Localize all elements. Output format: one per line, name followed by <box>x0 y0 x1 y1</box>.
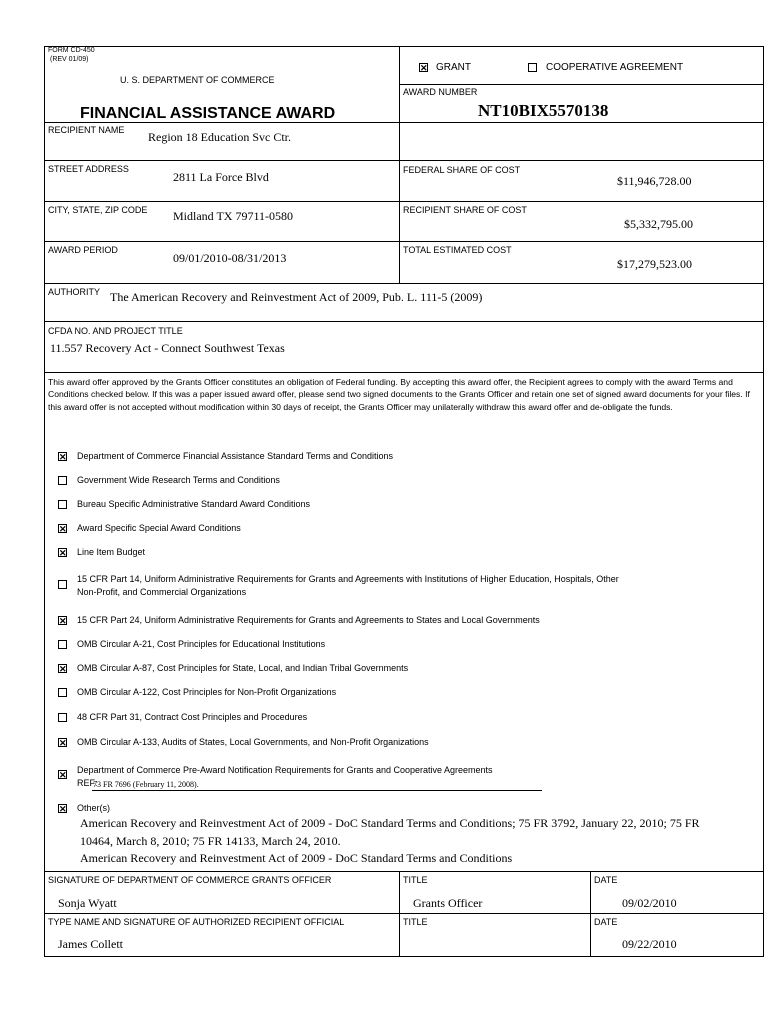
condition-checkbox-omb-a21[interactable] <box>58 640 67 649</box>
officer-date: 09/02/2010 <box>622 896 677 910</box>
condition-checkbox-special-award[interactable] <box>58 524 67 533</box>
others-line-1: American Recovery and Reinvestment Act of 2009 - DoC Standard Terms and Conditions; 75 FR 3792, January 22, 2010; 75 FR <box>80 816 700 830</box>
condition-checkbox-doc-standard-terms[interactable] <box>58 452 67 461</box>
condition-ref-value: 73 FR 7696 (February 11, 2008). <box>93 780 199 789</box>
recipient-name-label: RECIPIENT NAME <box>48 125 125 135</box>
condition-checkbox-others[interactable] <box>58 804 67 813</box>
condition-label: 15 CFR Part 24, Uniform Administrative Requirements for Grants and Agreements to States and Local Governments <box>77 615 540 625</box>
condition-label: OMB Circular A-122, Cost Principles for Non-Profit Organizations <box>77 687 337 697</box>
coop-agreement-checkbox[interactable] <box>528 63 537 72</box>
award-period: 09/01/2010-08/31/2013 <box>173 251 287 265</box>
recipient-share-label: RECIPIENT SHARE OF COST <box>403 205 527 215</box>
form-revision: (REV 01/09) <box>50 56 89 63</box>
recipient-date-label: DATE <box>594 917 618 927</box>
award-number-label: AWARD NUMBER <box>403 87 478 97</box>
recipient-title-label: TITLE <box>403 917 428 927</box>
ref-underline <box>92 790 542 791</box>
recipient-share: $5,332,795.00 <box>624 217 693 231</box>
authority-label: AUTHORITY <box>48 287 101 297</box>
condition-checkbox-15cfr24[interactable] <box>58 616 67 625</box>
officer-title: Grants Officer <box>413 896 483 910</box>
officer-date-label: DATE <box>594 875 618 885</box>
page-title: FINANCIAL ASSISTANCE AWARD <box>80 105 336 122</box>
cfda-text: 11.557 Recovery Act - Connect Southwest Texas <box>50 341 285 355</box>
others-line-3: American Recovery and Reinvestment Act of 2009 - DoC Standard Terms and Conditions <box>80 851 513 865</box>
coop-agreement-label: COOPERATIVE AGREEMENT <box>546 62 684 73</box>
award-period-label: AWARD PERIOD <box>48 245 118 255</box>
total-cost-label: TOTAL ESTIMATED COST <box>403 245 512 255</box>
department-name: U. S. DEPARTMENT OF COMMERCE <box>120 75 275 85</box>
officer-title-label: TITLE <box>403 875 428 885</box>
recipient-signature-label: TYPE NAME AND SIGNATURE OF AUTHORIZED RECIPIENT OFFICIAL <box>48 917 345 927</box>
street-address: 2811 La Force Blvd <box>173 170 269 184</box>
street-address-label: STREET ADDRESS <box>48 164 129 174</box>
condition-ref-label: REF: <box>77 778 98 788</box>
federal-share-label: FEDERAL SHARE OF COST <box>403 165 521 175</box>
condition-label: Award Specific Special Award Conditions <box>77 523 241 533</box>
condition-checkbox-omb-a87[interactable] <box>58 664 67 673</box>
others-line-2: 10464, March 8, 2010; 75 FR 14133, March 24, 2010. <box>80 834 341 848</box>
grant-checkbox[interactable] <box>419 63 428 72</box>
grant-label: GRANT <box>436 62 471 73</box>
cfda-label: CFDA NO. AND PROJECT TITLE <box>48 326 183 336</box>
condition-label: OMB Circular A-87, Cost Principles for State, Local, and Indian Tribal Governments <box>77 663 409 673</box>
condition-checkbox-research-terms[interactable] <box>58 476 67 485</box>
condition-label: OMB Circular A-21, Cost Principles for Educational Institutions <box>77 639 326 649</box>
officer-name: Sonja Wyatt <box>58 896 117 910</box>
officer-signature-label: SIGNATURE OF DEPARTMENT OF COMMERCE GRANTS OFFICER <box>48 875 332 885</box>
condition-label: OMB Circular A-133, Audits of States, Local Governments, and Non-Profit Organizations <box>77 737 429 747</box>
condition-checkbox-48cfr31[interactable] <box>58 713 67 722</box>
condition-label: Other(s) <box>77 803 111 813</box>
condition-label: Bureau Specific Administrative Standard Award Conditions <box>77 499 310 509</box>
recipient-official-name: James Collett <box>58 937 123 951</box>
condition-label: Government Wide Research Terms and Conditions <box>77 475 280 485</box>
condition-label: Line Item Budget <box>77 547 146 557</box>
city-state-zip-label: CITY, STATE, ZIP CODE <box>48 205 148 215</box>
condition-label: 48 CFR Part 31, Contract Cost Principles and Procedures <box>77 712 308 722</box>
federal-share: $11,946,728.00 <box>617 174 692 188</box>
condition-label: Department of Commerce Financial Assistance Standard Terms and Conditions <box>77 451 393 461</box>
condition-checkbox-omb-a122[interactable] <box>58 688 67 697</box>
condition-checkbox-bureau-conditions[interactable] <box>58 500 67 509</box>
recipient-date: 09/22/2010 <box>622 937 677 951</box>
condition-checkbox-15cfr14[interactable] <box>58 580 67 589</box>
award-offer-paragraph: This award offer approved by the Grants Officer constitutes an obligation of Federal funding. By accepting this award offer, the Recipient agrees to comply with the award Terms and Conditions checked below. If this was a paper issued award offer, please send two signed documents to the Grants Officer and retain one set of signed award documents for your files. If this award offer is not accepted without modification within 30 days of receipt, the Grants Officer may unilaterally withdraw this award offer and de-obligate the funds. <box>48 377 750 412</box>
award-number: NT10BIX5570138 <box>478 101 609 120</box>
recipient-name: Region 18 Education Svc Ctr. <box>148 130 291 144</box>
city-state-zip: Midland TX 79711-0580 <box>173 209 293 223</box>
authority-text: The American Recovery and Reinvestment Act of 2009, Pub. L. 111-5 (2009) <box>110 290 483 304</box>
condition-label-continued: Non-Profit, and Commercial Organizations <box>77 587 247 597</box>
condition-label: Department of Commerce Pre-Award Notification Requirements for Grants and Cooperative Agreements <box>77 765 493 775</box>
condition-checkbox-pre-award[interactable] <box>58 770 67 779</box>
condition-label: 15 CFR Part 14, Uniform Administrative Requirements for Grants and Agreements with Institutions of Higher Education, Hospitals, Other <box>77 574 619 584</box>
total-cost: $17,279,523.00 <box>617 257 692 271</box>
form-id: FORM CD-450 <box>48 47 95 54</box>
condition-checkbox-line-item-budget[interactable] <box>58 548 67 557</box>
condition-checkbox-omb-a133[interactable] <box>58 738 67 747</box>
